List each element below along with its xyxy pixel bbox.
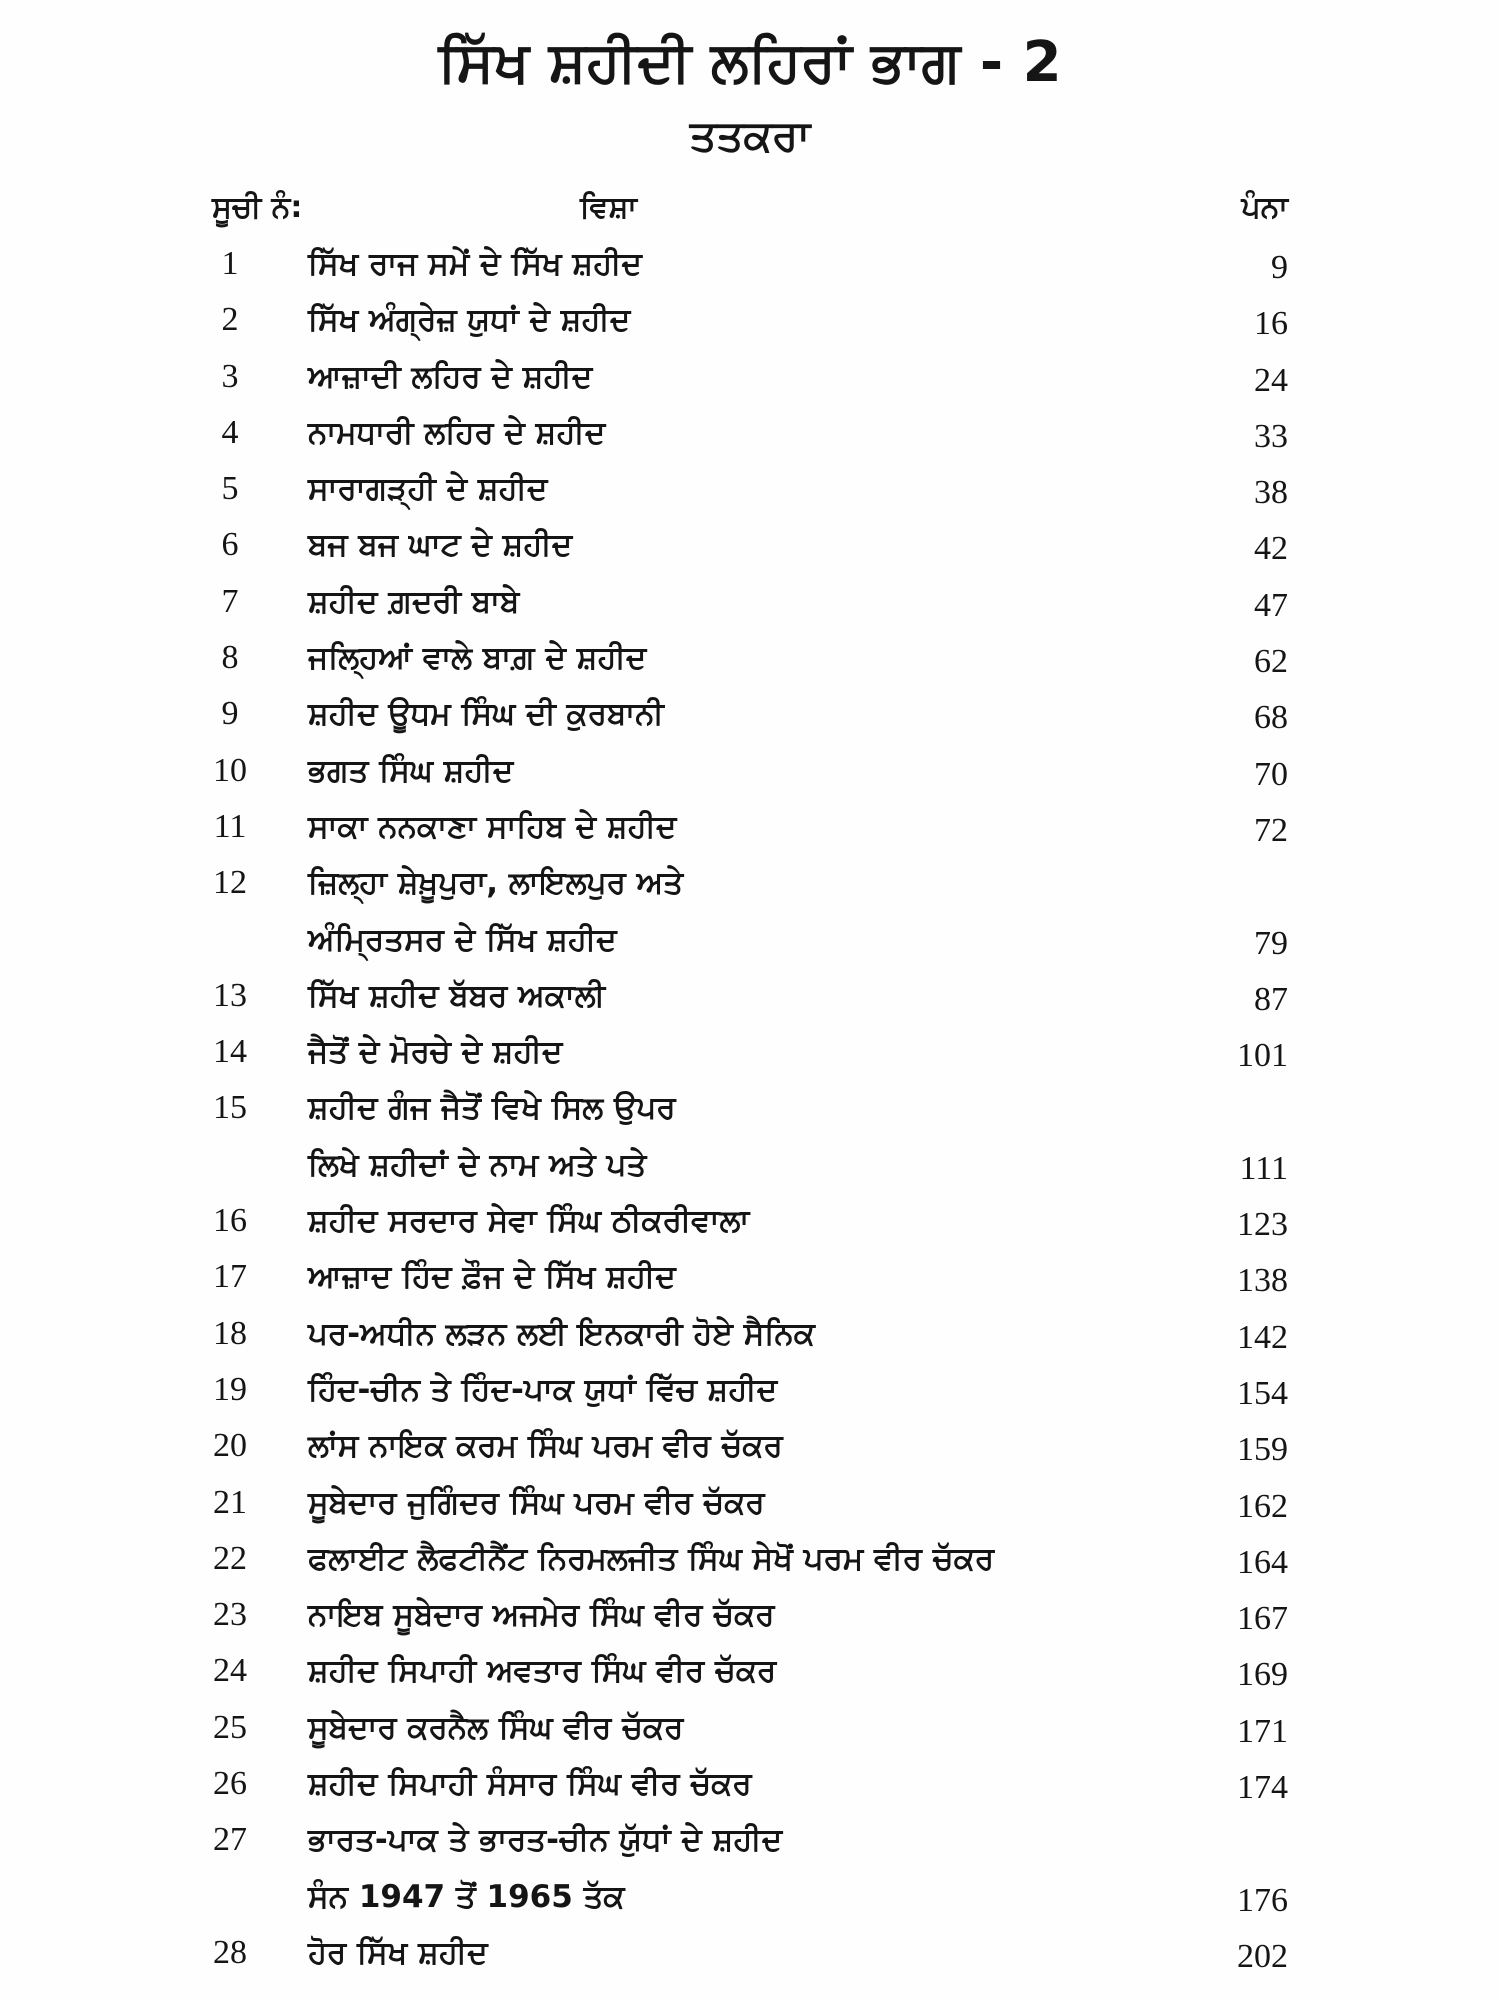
entry-subject-line: ਸ਼ਹੀਦ ਊਧਮ ਸਿੰਘ ਦੀ ਕੁਰਬਾਨੀ: [308, 696, 664, 733]
entry-subject-line: ਲਾਂਸ ਨਾਇਕ ਕਰਮ ਸਿੰਘ ਪਰਮ ਵੀਰ ਚੱਕਰ: [308, 1428, 783, 1465]
entry-number: 27: [213, 1821, 247, 1859]
book-title: ਸਿੱਖ ਸ਼ਹੀਦੀ ਲਹਿਰਾਂ ਭਾਗ - 2: [438, 30, 1062, 95]
entry-subject: [308, 1587, 1168, 1643]
entry-page-number: 72: [1254, 811, 1288, 849]
toc-entry: [0, 1531, 1500, 1587]
entry-subject-line: ਹਿੰਦ-ਚੀਨ ਤੇ ਹਿੰਦ-ਪਾਕ ਯੁਧਾਂ ਵਿੱਚ ਸ਼ਹੀਦ: [308, 1371, 778, 1408]
entry-subject-line: ਆਜ਼ਾਦੀ ਲਹਿਰ ਦੇ ਸ਼ਹੀਦ: [308, 358, 593, 395]
entry-subject: [308, 1812, 1168, 1925]
entry-subject-line: ਭਾਰਤ-ਪਾਕ ਤੇ ਭਾਰਤ-ਚੀਨ ਯੁੱਧਾਂ ਦੇ ਸ਼ਹੀਦ: [308, 1822, 783, 1859]
toc-entry: [0, 1080, 1500, 1193]
entry-subject: [308, 1925, 1168, 1981]
entry-subject-line: ਸੂਬੇਦਾਰ ਜੁਗਿੰਦਰ ਸਿੰਘ ਪਰਮ ਵੀਰ ਚੱਕਰ: [308, 1484, 765, 1521]
toc-entry: [0, 799, 1500, 855]
toc-entry: [0, 1812, 1500, 1925]
toc-entry: [0, 855, 1500, 968]
entry-number: 18: [213, 1314, 247, 1352]
toc-entry: [0, 1587, 1500, 1643]
entry-subject: [308, 1249, 1168, 1305]
number-column-header: ਸੂਚੀ ਨੰ:: [212, 190, 303, 225]
entry-page-number: 42: [1254, 530, 1288, 568]
entry-number: 2: [221, 301, 239, 339]
entry-subject: [308, 743, 1168, 799]
entry-number: 19: [213, 1370, 247, 1408]
entry-subject: [308, 686, 1168, 742]
entry-page-number: 87: [1254, 980, 1288, 1018]
entry-subject: [308, 574, 1168, 630]
toc-entry: [0, 292, 1500, 348]
entry-page-number: 169: [1237, 1656, 1288, 1694]
toc-entry: [0, 1418, 1500, 1474]
entry-page-number: 142: [1237, 1318, 1288, 1356]
entry-subject: [308, 1362, 1168, 1418]
entry-subject-line: ਸਾਰਾਗੜ੍ਹੀ ਦੇ ਸ਼ਹੀਦ: [308, 471, 548, 508]
toc-entry: [0, 1475, 1500, 1531]
entry-page-number: 38: [1254, 474, 1288, 512]
entry-page-number: 123: [1237, 1206, 1288, 1244]
entry-page-number: 202: [1237, 1937, 1288, 1975]
entry-subject: [308, 968, 1168, 1024]
entry-subject-line: ਸਿੱਖ ਰਾਜ ਸਮੇਂ ਦੇ ਸਿੱਖ ਸ਼ਹੀਦ: [308, 246, 642, 282]
toc-entry: [0, 968, 1500, 1024]
entry-page-number: 24: [1254, 361, 1288, 399]
toc-entry: [0, 574, 1500, 630]
toc-entry: [0, 461, 1500, 517]
entry-subject-line: ਸਿੱਖ ਅੰਗ੍ਰੇਜ਼ ਯੁਧਾਂ ਦੇ ਸ਼ਹੀਦ: [308, 302, 631, 339]
entry-page-number: 164: [1237, 1543, 1288, 1581]
toc-entry: [0, 236, 1500, 292]
entry-subject: [308, 1193, 1168, 1249]
entry-subject: [308, 461, 1168, 517]
toc-entry: [0, 405, 1500, 461]
entry-subject-line: ਨਾਇਬ ਸੂਬੇਦਾਰ ਅਜਮੇਰ ਸਿੰਘ ਵੀਰ ਚੱਕਰ: [308, 1597, 775, 1634]
entry-subject-line: ਆਜ਼ਾਦ ਹਿੰਦ ਫ਼ੌਜ ਦੇ ਸਿੱਖ ਸ਼ਹੀਦ: [308, 1259, 676, 1296]
entry-number: 23: [213, 1596, 247, 1634]
entry-subject: [308, 855, 1168, 968]
entry-subject-line: ਲਿਖੇ ਸ਼ਹੀਦਾਂ ਦੇ ਨਾਮ ਅਤੇ ਪਤੇ: [308, 1146, 647, 1183]
entry-page-number: 176: [1237, 1881, 1288, 1919]
entry-subject-line: ਸੰਨ 1947 ਤੋਂ 1965 ਤੱਕ: [308, 1878, 625, 1915]
entry-subject-line: ਜੈਤੋਂ ਦੇ ਮੋਰਚੇ ਦੇ ਸ਼ਹੀਦ: [308, 1034, 563, 1071]
toc-entry: [0, 1193, 1500, 1249]
toc-entry: [0, 1249, 1500, 1305]
entry-subject-line: ਸੂਬੇਦਾਰ ਕਰਨੈਲ ਸਿੰਘ ਵੀਰ ਚੱਕਰ: [308, 1709, 684, 1746]
entry-number: 24: [213, 1652, 247, 1690]
entry-number: 1: [221, 245, 239, 282]
table-of-contents: [0, 236, 1500, 1981]
entry-number: 11: [213, 807, 247, 845]
entry-number: 21: [213, 1483, 247, 1521]
entry-subject: [308, 405, 1168, 461]
entry-number: 13: [213, 976, 247, 1014]
entry-subject-line: ਅੰਮ੍ਰਿਤਸਰ ਦੇ ਸਿੱਖ ਸ਼ਹੀਦ: [308, 921, 617, 958]
toc-entry: [0, 743, 1500, 799]
toc-entry: [0, 686, 1500, 742]
entry-page-number: 16: [1254, 305, 1288, 343]
entry-subject-line: ਭਗਤ ਸਿੰਘ ਸ਼ਹੀਦ: [308, 752, 514, 789]
entry-page-number: 9: [1271, 249, 1288, 286]
toc-entry: [0, 1756, 1500, 1812]
entry-number: 14: [213, 1033, 247, 1071]
entry-subject: [308, 1418, 1168, 1474]
entry-number: 17: [213, 1258, 247, 1296]
entry-page-number: 167: [1237, 1600, 1288, 1638]
entry-number: 28: [213, 1933, 247, 1971]
entry-number: 16: [213, 1202, 247, 1240]
entry-subject-line: ਨਾਮਧਾਰੀ ਲਹਿਰ ਦੇ ਸ਼ਹੀਦ: [308, 414, 606, 451]
entry-number: 4: [221, 413, 239, 451]
entry-page-number: 111: [1239, 1149, 1288, 1187]
toc-entry: [0, 1306, 1500, 1362]
entry-subject: [308, 1643, 1168, 1699]
entry-subject-line: ਜ਼ਿਲ੍ਹਾ ਸ਼ੇਖ਼ੂਪੁਰਾ, ਲਾਇਲਪੁਰ ਅਤੇ: [308, 865, 684, 902]
entry-subject-line: ਸ਼ਹੀਦ ਸਰਦਾਰ ਸੇਵਾ ਸਿੰਘ ਠੀਕਰੀਵਾਲਾ: [308, 1203, 750, 1240]
toc-entry: [0, 1700, 1500, 1756]
entry-page-number: 138: [1237, 1262, 1288, 1300]
entry-number: 5: [221, 470, 239, 508]
entry-subject: [308, 1475, 1168, 1531]
entry-subject: [308, 1756, 1168, 1812]
contents-heading: ਤਤਕਰਾ: [689, 111, 811, 160]
entry-subject-line: ਹੋਰ ਸਿੱਖ ਸ਼ਹੀਦ: [308, 1934, 488, 1971]
entry-page-number: 33: [1254, 417, 1288, 455]
entry-number: 10: [213, 751, 247, 789]
entry-page-number: 62: [1254, 643, 1288, 681]
entry-number: 20: [213, 1427, 247, 1465]
entry-subject: [308, 799, 1168, 855]
entry-page-number: 159: [1237, 1431, 1288, 1469]
toc-entry: [0, 1925, 1500, 1981]
toc-entry: [0, 1362, 1500, 1418]
entry-number: 3: [221, 357, 239, 395]
toc-entry: [0, 1024, 1500, 1080]
entry-subject-line: ਸ਼ਹੀਦ ਸਿਪਾਹੀ ਅਵਤਾਰ ਸਿੰਘ ਵੀਰ ਚੱਕਰ: [308, 1653, 777, 1690]
entry-page-number: 101: [1237, 1037, 1288, 1075]
entry-subject: [308, 349, 1168, 405]
entry-number: 9: [221, 695, 239, 733]
entry-number: 8: [221, 639, 239, 677]
entry-subject-line: ਫਲਾਈਟ ਲੈਫਟੀਨੈਂਟ ਨਿਰਮਲਜੀਤ ਸਿੰਘ ਸੇਖੋਂ ਪਰਮ ਵੀਰ ਚੱਕਰ: [308, 1540, 995, 1577]
entry-number: 12: [213, 864, 247, 902]
entry-page-number: 68: [1254, 699, 1288, 737]
entry-subject: [308, 236, 1168, 292]
entry-subject: [308, 1024, 1168, 1080]
entry-subject-line: ਪਰ-ਅਧੀਨ ਲੜਨ ਲਈ ਇਨਕਾਰੀ ਹੋਏ ਸੈਨਿਕ: [308, 1315, 815, 1352]
entry-subject: [308, 1080, 1168, 1193]
entry-page-number: 79: [1254, 924, 1288, 962]
toc-header-row: [0, 180, 1500, 236]
entry-page-number: 174: [1237, 1769, 1288, 1807]
entry-page-number: 47: [1254, 586, 1288, 624]
entry-subject-line: ਸ਼ਹੀਦ ਸਿਪਾਹੀ ਸੰਸਾਰ ਸਿੰਘ ਵੀਰ ਚੱਕਰ: [308, 1766, 752, 1803]
entry-number: 25: [213, 1708, 247, 1746]
entry-number: 6: [221, 526, 239, 564]
page-column-header: ਪੰਨਾ: [1241, 190, 1288, 225]
entry-subject: [308, 292, 1168, 348]
entry-page-number: 154: [1237, 1374, 1288, 1412]
entry-subject: [308, 1700, 1168, 1756]
entry-number: 22: [213, 1539, 247, 1577]
entry-number: 7: [221, 582, 239, 620]
entry-subject-line: ਸਾਕਾ ਨਨਕਾਣਾ ਸਾਹਿਬ ਦੇ ਸ਼ਹੀਦ: [308, 808, 677, 845]
entry-number: 15: [213, 1089, 247, 1127]
entry-subject-line: ਬਜ ਬਜ ਘਾਟ ਦੇ ਸ਼ਹੀਦ: [308, 527, 573, 564]
entry-subject: [308, 1531, 1168, 1587]
entry-subject-line: ਸ਼ਹੀਦ ਗੰਜ ਜੈਤੋਂ ਵਿਖੇ ਸਿਲ ਉਪਰ: [308, 1090, 676, 1127]
toc-entry: [0, 1643, 1500, 1699]
toc-entry: [0, 630, 1500, 686]
entry-subject-line: ਸਿੱਖ ਸ਼ਹੀਦ ਬੱਬਰ ਅਕਾਲੀ: [308, 977, 606, 1014]
entry-subject-line: ਸ਼ਹੀਦ ਗ਼ਦਰੀ ਬਾਬੇ: [308, 583, 520, 620]
entry-page-number: 162: [1237, 1487, 1288, 1525]
entry-subject-line: ਜਲ੍ਹਿਆਂ ਵਾਲੇ ਬਾਗ਼ ਦੇ ਸ਼ਹੀਦ: [308, 640, 647, 677]
entry-page-number: 171: [1237, 1712, 1288, 1750]
toc-entry: [0, 517, 1500, 573]
entry-subject: [308, 1306, 1168, 1362]
toc-entry: [0, 349, 1500, 405]
entry-subject: [308, 517, 1168, 573]
subject-column-header: ਵਿਸ਼ਾ: [580, 190, 637, 225]
entry-page-number: 70: [1254, 755, 1288, 793]
entry-number: 26: [213, 1765, 247, 1803]
entry-subject: [308, 630, 1168, 686]
